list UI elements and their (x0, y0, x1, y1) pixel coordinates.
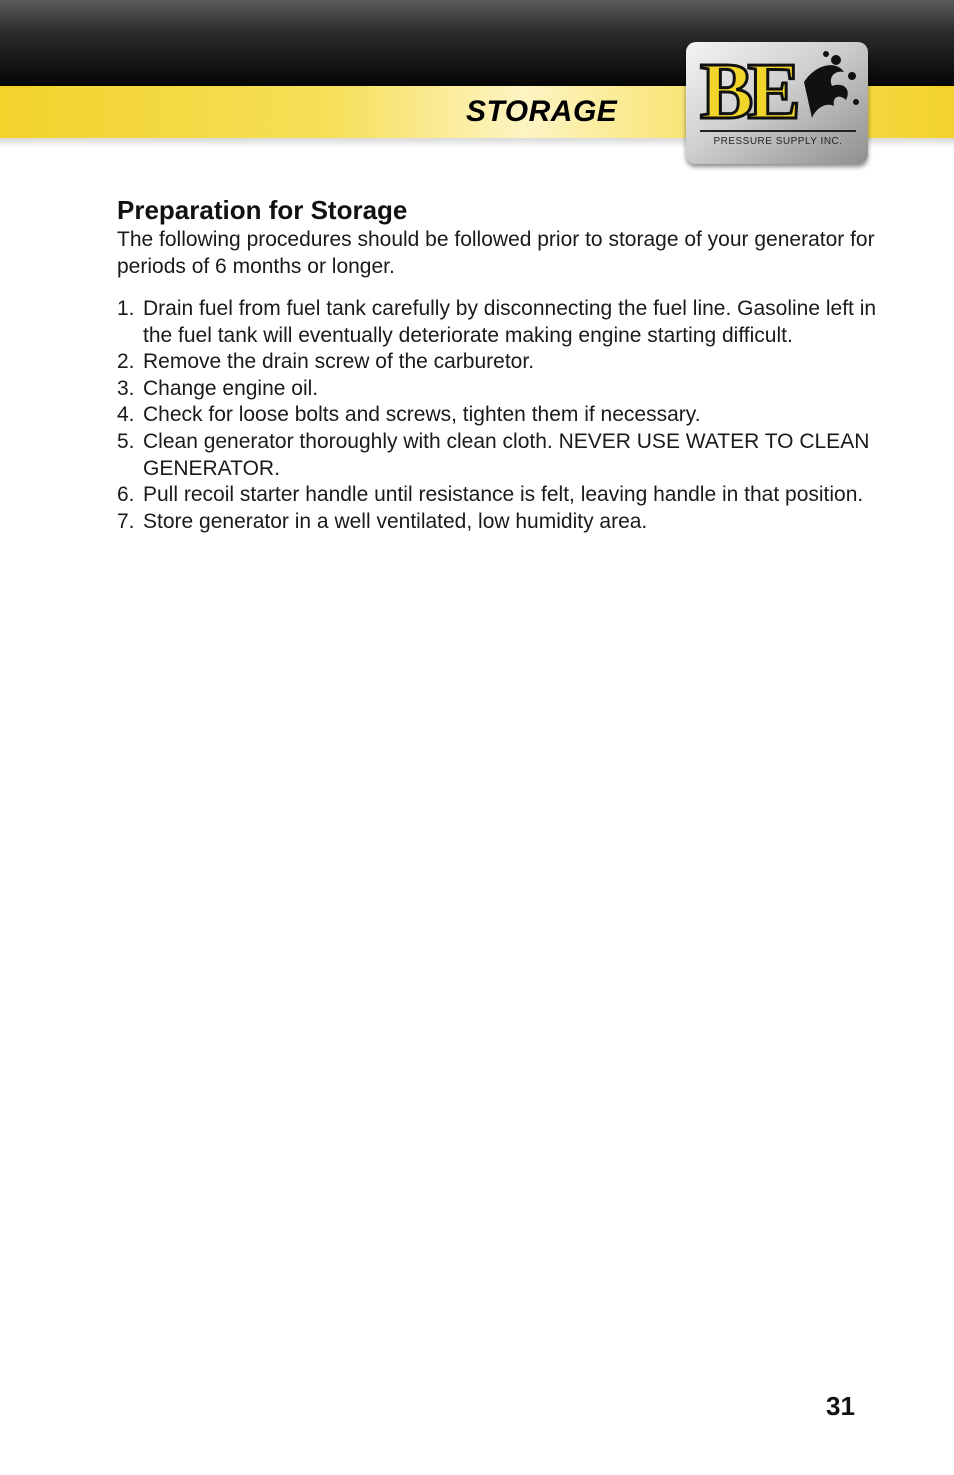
list-item (117, 482, 877, 509)
section-title: STORAGE (466, 95, 618, 128)
list-item (117, 429, 877, 482)
step-text: Pull recoil starter handle until resistance is felt, leaving handle in that position. (143, 483, 864, 507)
intro-paragraph: The following procedures should be followed prior to storage of your generator for periods of 6 months or longer. (117, 228, 875, 278)
logo-letters: BE (700, 48, 795, 136)
step-text: Change engine oil. (143, 376, 319, 400)
list-item (117, 402, 877, 429)
step-text: Remove the drain screw of the carburetor. (143, 350, 535, 374)
be-pressure-logo (686, 42, 868, 164)
step-number: 1. (117, 297, 135, 320)
page-heading: Preparation for Storage (117, 195, 408, 225)
step-number: 3. (117, 376, 135, 400)
list-item (117, 376, 877, 403)
step-text: Drain fuel from fuel tank carefully by disconnecting the fuel line. Gasoline left in the fuel tank will eventually deteriorate making engine starting difficult. (143, 297, 877, 347)
list-item (117, 349, 877, 376)
step-text: Check for loose bolts and screws, tighten them if necessary. (143, 403, 701, 427)
storage-steps-list (117, 296, 877, 535)
page-number: 31 (826, 1391, 855, 1421)
step-number: 6. (117, 483, 135, 507)
list-item (117, 296, 877, 349)
main-content (117, 194, 877, 535)
step-text: Clean generator thoroughly with clean cloth. NEVER USE WATER TO CLEAN GENERATOR. (143, 429, 870, 480)
step-number: 4. (117, 403, 135, 427)
step-number: 2. (117, 350, 135, 374)
step-number: 7. (117, 509, 135, 533)
list-item (117, 509, 877, 536)
step-text: Store generator in a well ventilated, low humidity area. (143, 509, 648, 533)
step-number: 5. (117, 429, 135, 453)
logo-subtitle: PRESSURE SUPPLY INC. (713, 136, 843, 147)
